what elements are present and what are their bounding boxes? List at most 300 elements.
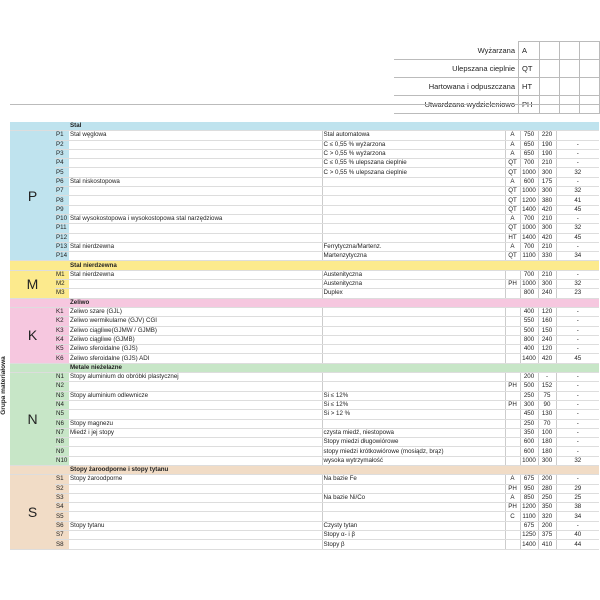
table-row — [10, 428, 599, 437]
row-subtype: wysoka wytrzymałość — [322, 456, 505, 465]
row-condition: HT — [505, 233, 520, 242]
table-row — [10, 233, 599, 242]
row-hrc: - — [556, 475, 599, 484]
row-code: K3 — [55, 326, 69, 335]
row-subtype — [322, 233, 505, 242]
row-code: N4 — [55, 400, 69, 409]
table-row — [10, 540, 599, 549]
row-tensile: 1000 — [520, 224, 538, 233]
row-tensile: 500 — [520, 382, 538, 391]
row-hrc: 40 — [556, 531, 599, 540]
row-material — [69, 410, 322, 419]
row-tensile: 950 — [520, 484, 538, 493]
legend-label: Hartowana i odpuszczana — [394, 78, 519, 96]
row-tensile: 600 — [520, 438, 538, 447]
row-condition: A — [505, 242, 520, 251]
row-hb: 210 — [538, 214, 556, 223]
row-subtype — [322, 205, 505, 214]
row-hb: 190 — [538, 149, 556, 158]
table-row — [10, 149, 599, 158]
row-code: P2 — [55, 140, 69, 149]
row-condition: QT — [505, 187, 520, 196]
row-material — [69, 531, 322, 540]
table-row — [10, 131, 599, 140]
group-header — [10, 298, 599, 307]
row-hb: 375 — [538, 531, 556, 540]
row-material: Stopy żaroodporne — [69, 475, 322, 484]
row-hrc: - — [556, 391, 599, 400]
table-row — [10, 317, 599, 326]
row-hb: 250 — [538, 493, 556, 502]
row-hrc: 32 — [556, 187, 599, 196]
row-material: Stal niskostopowa — [69, 177, 322, 186]
row-hrc: - — [556, 428, 599, 437]
row-hb: 240 — [538, 289, 556, 298]
row-condition: PH — [505, 400, 520, 409]
group-title: Stopy żaroodporne i stopy tytanu — [69, 465, 599, 474]
row-hb: 180 — [538, 438, 556, 447]
row-hb: 180 — [538, 447, 556, 456]
row-condition — [505, 317, 520, 326]
row-condition — [505, 531, 520, 540]
row-hrc: - — [556, 242, 599, 251]
row-condition: QT — [505, 252, 520, 261]
row-subtype: C > 0,55 % ulepszana cieplnie — [322, 168, 505, 177]
row-tensile: 550 — [520, 317, 538, 326]
row-condition: A — [505, 149, 520, 158]
table-row — [10, 419, 599, 428]
row-code: P9 — [55, 205, 69, 214]
row-tensile: 500 — [520, 326, 538, 335]
row-tensile: 1200 — [520, 196, 538, 205]
row-hrc: - — [556, 373, 599, 382]
row-hrc: - — [556, 270, 599, 279]
group-header — [10, 261, 599, 270]
table-row — [10, 400, 599, 409]
row-hb: 70 — [538, 419, 556, 428]
row-hrc: - — [556, 214, 599, 223]
row-code: S2 — [55, 484, 69, 493]
row-hrc: - — [556, 382, 599, 391]
row-code: N6 — [55, 419, 69, 428]
row-hb: 420 — [538, 205, 556, 214]
row-code: N9 — [55, 447, 69, 456]
row-condition: A — [505, 177, 520, 186]
group-letter: P — [10, 131, 55, 261]
row-subtype: Martenzytyczna — [322, 252, 505, 261]
row-hb: 410 — [538, 540, 556, 549]
row-code: S8 — [55, 540, 69, 549]
table-row — [10, 521, 599, 530]
row-subtype: Na bazie Fe — [322, 475, 505, 484]
row-tensile: 850 — [520, 493, 538, 502]
table-row — [10, 224, 599, 233]
row-subtype — [322, 503, 505, 512]
row-hb: 160 — [538, 317, 556, 326]
row-tensile: 600 — [520, 177, 538, 186]
row-condition — [505, 540, 520, 549]
row-material — [69, 224, 322, 233]
row-hrc: 32 — [556, 224, 599, 233]
row-hrc: - — [556, 335, 599, 344]
row-material — [69, 382, 322, 391]
row-tensile: 1400 — [520, 540, 538, 549]
row-hb: 175 — [538, 177, 556, 186]
row-subtype: Na bazie Ni/Co — [322, 493, 505, 502]
legend-code: QT — [519, 60, 540, 78]
row-hrc: 29 — [556, 484, 599, 493]
row-hrc: 23 — [556, 289, 599, 298]
row-hb: 190 — [538, 140, 556, 149]
group-title: Metale nieżelazne — [69, 363, 599, 372]
row-code: P1 — [55, 131, 69, 140]
group-letter: M — [10, 270, 55, 298]
row-material — [69, 484, 322, 493]
row-code: S4 — [55, 503, 69, 512]
row-material: Miedź i jej stopy — [69, 428, 322, 437]
row-condition — [505, 289, 520, 298]
row-material: Stopy magnezu — [69, 419, 322, 428]
row-code: M2 — [55, 280, 69, 289]
row-tensile: 1100 — [520, 512, 538, 521]
row-hb: 380 — [538, 196, 556, 205]
row-condition: QT — [505, 224, 520, 233]
row-hb: 90 — [538, 400, 556, 409]
row-hb: 240 — [538, 335, 556, 344]
row-material — [69, 512, 322, 521]
row-subtype — [322, 382, 505, 391]
row-material — [69, 493, 322, 502]
table-row — [10, 391, 599, 400]
row-code: K6 — [55, 354, 69, 363]
row-material — [69, 140, 322, 149]
legend-row — [394, 60, 600, 78]
row-tensile: 1000 — [520, 456, 538, 465]
row-tensile: 350 — [520, 428, 538, 437]
row-code: N2 — [55, 382, 69, 391]
row-material: Żeliwo ciągliwe (GJMB) — [69, 335, 322, 344]
row-condition — [505, 270, 520, 279]
row-material — [69, 400, 322, 409]
row-code: P5 — [55, 168, 69, 177]
row-subtype: Duplex — [322, 289, 505, 298]
row-subtype — [322, 317, 505, 326]
row-material — [69, 280, 322, 289]
row-subtype: Stopy miedzi długowiórowe — [322, 438, 505, 447]
table-row — [10, 168, 599, 177]
row-subtype: Ferrytyczna/Martenz. — [322, 242, 505, 251]
row-hb: 280 — [538, 484, 556, 493]
row-material: Stopy aluminium do obróbki plastycznej — [69, 373, 322, 382]
row-condition — [505, 438, 520, 447]
table-row — [10, 270, 599, 279]
row-subtype — [322, 177, 505, 186]
row-hrc: - — [556, 177, 599, 186]
table-row — [10, 289, 599, 298]
row-code: N7 — [55, 428, 69, 437]
table-row — [10, 187, 599, 196]
table-row — [10, 252, 599, 261]
row-hrc: 41 — [556, 196, 599, 205]
row-material: Żeliwo sferoidalne (GJS) — [69, 345, 322, 354]
group-header — [10, 122, 599, 131]
row-condition — [505, 345, 520, 354]
row-condition: A — [505, 475, 520, 484]
row-material — [69, 196, 322, 205]
table-row — [10, 205, 599, 214]
row-condition: PH — [505, 503, 520, 512]
row-code: P14 — [56, 252, 68, 260]
row-hrc: - — [556, 521, 599, 530]
row-hb: 420 — [538, 354, 556, 363]
row-material: Żeliwo ciągliwe(GJMW / GJMB) — [69, 326, 322, 335]
row-tensile: 1400 — [520, 233, 538, 242]
row-tensile: 800 — [520, 335, 538, 344]
row-hb: 210 — [538, 159, 556, 168]
row-tensile: 1100 — [520, 252, 538, 261]
row-tensile: 300 — [520, 400, 538, 409]
row-subtype — [322, 419, 505, 428]
row-hrc: 45 — [556, 233, 599, 242]
row-hrc: 44 — [556, 540, 599, 549]
row-condition — [505, 419, 520, 428]
row-subtype: Stopy α- i β — [322, 531, 505, 540]
table-row — [10, 373, 599, 382]
row-subtype — [322, 307, 505, 316]
row-code: M3 — [55, 289, 69, 298]
row-tensile: 700 — [520, 159, 538, 168]
row-tensile: 750 — [520, 131, 538, 140]
table-row — [10, 503, 599, 512]
side-label: Grupa materiałowa — [0, 356, 7, 415]
row-hrc: - — [556, 438, 599, 447]
row-subtype: stopy miedzi krótkowiórowe (mosiądz, brąz) — [322, 447, 505, 456]
row-tensile: 1250 — [520, 531, 538, 540]
row-material — [69, 233, 322, 242]
row-hb: 150 — [538, 326, 556, 335]
group-letter: K — [10, 307, 55, 363]
row-hb: 120 — [538, 307, 556, 316]
row-material: Stal wysokostopowa i wysokostopowa stal narzędziowa — [69, 214, 322, 223]
row-code: K1 — [55, 307, 69, 316]
row-material: Stal nierdzewna — [69, 270, 322, 279]
row-hb: 210 — [538, 270, 556, 279]
legend-row — [394, 78, 600, 96]
row-hb: 300 — [538, 224, 556, 233]
row-condition — [505, 410, 520, 419]
row-hb: 152 — [538, 382, 556, 391]
row-material — [69, 149, 322, 158]
row-tensile: 700 — [520, 214, 538, 223]
row-condition — [505, 373, 520, 382]
legend-row — [394, 42, 600, 60]
row-material — [69, 159, 322, 168]
row-subtype: Si ≤ 12% — [322, 391, 505, 400]
row-hrc: - — [556, 410, 599, 419]
row-hrc — [556, 131, 599, 140]
row-tensile: 400 — [520, 307, 538, 316]
row-code: N10 — [56, 456, 68, 464]
row-material — [69, 540, 322, 549]
group-letter: S — [10, 475, 55, 549]
row-tensile: 800 — [520, 289, 538, 298]
row-condition: PH — [505, 484, 520, 493]
row-tensile: 1200 — [520, 503, 538, 512]
row-code: K2 — [55, 317, 69, 326]
row-subtype — [322, 335, 505, 344]
row-condition — [505, 428, 520, 437]
row-condition: QT — [505, 159, 520, 168]
row-tensile: 600 — [520, 447, 538, 456]
legend-code: PH — [519, 96, 540, 114]
row-condition: PH — [505, 280, 520, 289]
table-row — [10, 475, 599, 484]
row-hrc: - — [556, 419, 599, 428]
row-hrc: - — [556, 149, 599, 158]
row-hb: 75 — [538, 391, 556, 400]
row-subtype: Austenityczna — [322, 280, 505, 289]
row-condition — [505, 354, 520, 363]
row-hrc: 45 — [556, 205, 599, 214]
row-subtype — [322, 345, 505, 354]
row-material: Stal nierdzewna — [69, 242, 322, 251]
row-code: K4 — [55, 335, 69, 344]
row-hrc: 38 — [556, 503, 599, 512]
row-subtype — [322, 373, 505, 382]
row-condition: QT — [505, 205, 520, 214]
legend-label: Wyżarzana — [394, 42, 519, 60]
row-hrc: 25 — [556, 493, 599, 502]
table-row — [10, 354, 599, 363]
table-row — [10, 531, 599, 540]
row-tensile: 675 — [520, 521, 538, 530]
row-code: N1 — [55, 373, 69, 382]
row-condition — [505, 456, 520, 465]
row-material: Żeliwo sferoidalne (GJS) ADI — [69, 354, 322, 363]
row-code: S6 — [55, 521, 69, 530]
row-hb: 300 — [538, 168, 556, 177]
row-subtype: C ≤ 0,55 % wyżarzona — [322, 140, 505, 149]
row-material: Stopy tytanu — [69, 521, 322, 530]
group-title: Stal nierdzewna — [69, 261, 599, 270]
table-row — [10, 307, 599, 316]
table-row — [10, 335, 599, 344]
row-tensile: 200 — [520, 373, 538, 382]
row-subtype: Austenityczna — [322, 270, 505, 279]
row-tensile: 650 — [520, 140, 538, 149]
group-title: Żeliwo — [69, 298, 599, 307]
row-subtype — [322, 214, 505, 223]
table-row — [10, 140, 599, 149]
row-subtype: Stal automatowa — [322, 131, 505, 140]
row-material — [69, 187, 322, 196]
legend-label: Utwardzana wydzieleniowo — [394, 96, 519, 114]
row-hrc: 34 — [556, 252, 599, 261]
row-hb: - — [538, 373, 556, 382]
group-title: Stal — [69, 122, 599, 131]
row-hrc: - — [556, 140, 599, 149]
row-material — [69, 438, 322, 447]
row-code: P7 — [55, 187, 69, 196]
row-hrc: - — [556, 307, 599, 316]
row-condition — [505, 307, 520, 316]
table-row — [10, 484, 599, 493]
row-condition: C — [505, 512, 520, 521]
row-hrc: - — [556, 345, 599, 354]
group-letter: N — [10, 373, 55, 466]
row-tensile: 675 — [520, 475, 538, 484]
group-header — [10, 363, 599, 372]
row-hrc: 45 — [556, 354, 599, 363]
row-code: P8 — [55, 196, 69, 205]
row-code: P11 — [55, 224, 69, 233]
row-condition: QT — [505, 168, 520, 177]
row-hb: 300 — [538, 280, 556, 289]
row-subtype: C > 0,55 % wyżarzona — [322, 149, 505, 158]
row-tensile: 250 — [520, 419, 538, 428]
table-row — [10, 512, 599, 521]
row-code: P4 — [55, 159, 69, 168]
row-hrc: - — [556, 326, 599, 335]
row-code: P12 — [56, 233, 68, 241]
row-code: P3 — [55, 149, 69, 158]
row-subtype: Stopy β — [322, 540, 505, 549]
row-code: K5 — [55, 345, 69, 354]
row-hrc: 32 — [556, 280, 599, 289]
table-row — [10, 447, 599, 456]
row-hrc: 32 — [556, 168, 599, 177]
legend-code: HT — [519, 78, 540, 96]
table-row — [10, 326, 599, 335]
row-subtype — [322, 326, 505, 335]
table-row — [10, 177, 599, 186]
row-subtype: Si > 12 % — [322, 410, 505, 419]
row-hrc: - — [556, 317, 599, 326]
row-condition: A — [505, 131, 520, 140]
row-tensile: 1400 — [520, 205, 538, 214]
row-hrc: - — [556, 447, 599, 456]
row-tensile: 1000 — [520, 168, 538, 177]
row-tensile: 1400 — [520, 354, 538, 363]
row-tensile: 700 — [520, 242, 538, 251]
table-row — [10, 214, 599, 223]
material-table — [10, 122, 599, 550]
table-row — [10, 382, 599, 391]
row-hrc: - — [556, 159, 599, 168]
row-tensile: 650 — [520, 149, 538, 158]
row-code: N5 — [55, 410, 69, 419]
row-tensile: 1000 — [520, 187, 538, 196]
row-condition: A — [505, 140, 520, 149]
row-hb: 200 — [538, 521, 556, 530]
row-material — [69, 456, 322, 465]
row-hb: 300 — [538, 456, 556, 465]
legend-code: A — [519, 42, 540, 60]
row-code: S5 — [55, 512, 69, 521]
row-material — [69, 168, 322, 177]
row-subtype — [322, 512, 505, 521]
row-material — [69, 447, 322, 456]
row-code: P10 — [56, 215, 68, 223]
row-subtype — [322, 354, 505, 363]
row-hb: 300 — [538, 187, 556, 196]
row-code: N8 — [55, 438, 69, 447]
row-material: Stal węglowa — [69, 131, 322, 140]
row-tensile: 250 — [520, 391, 538, 400]
row-condition — [505, 447, 520, 456]
table-row — [10, 410, 599, 419]
row-material: Żeliwo szare (GJL) — [69, 307, 322, 316]
